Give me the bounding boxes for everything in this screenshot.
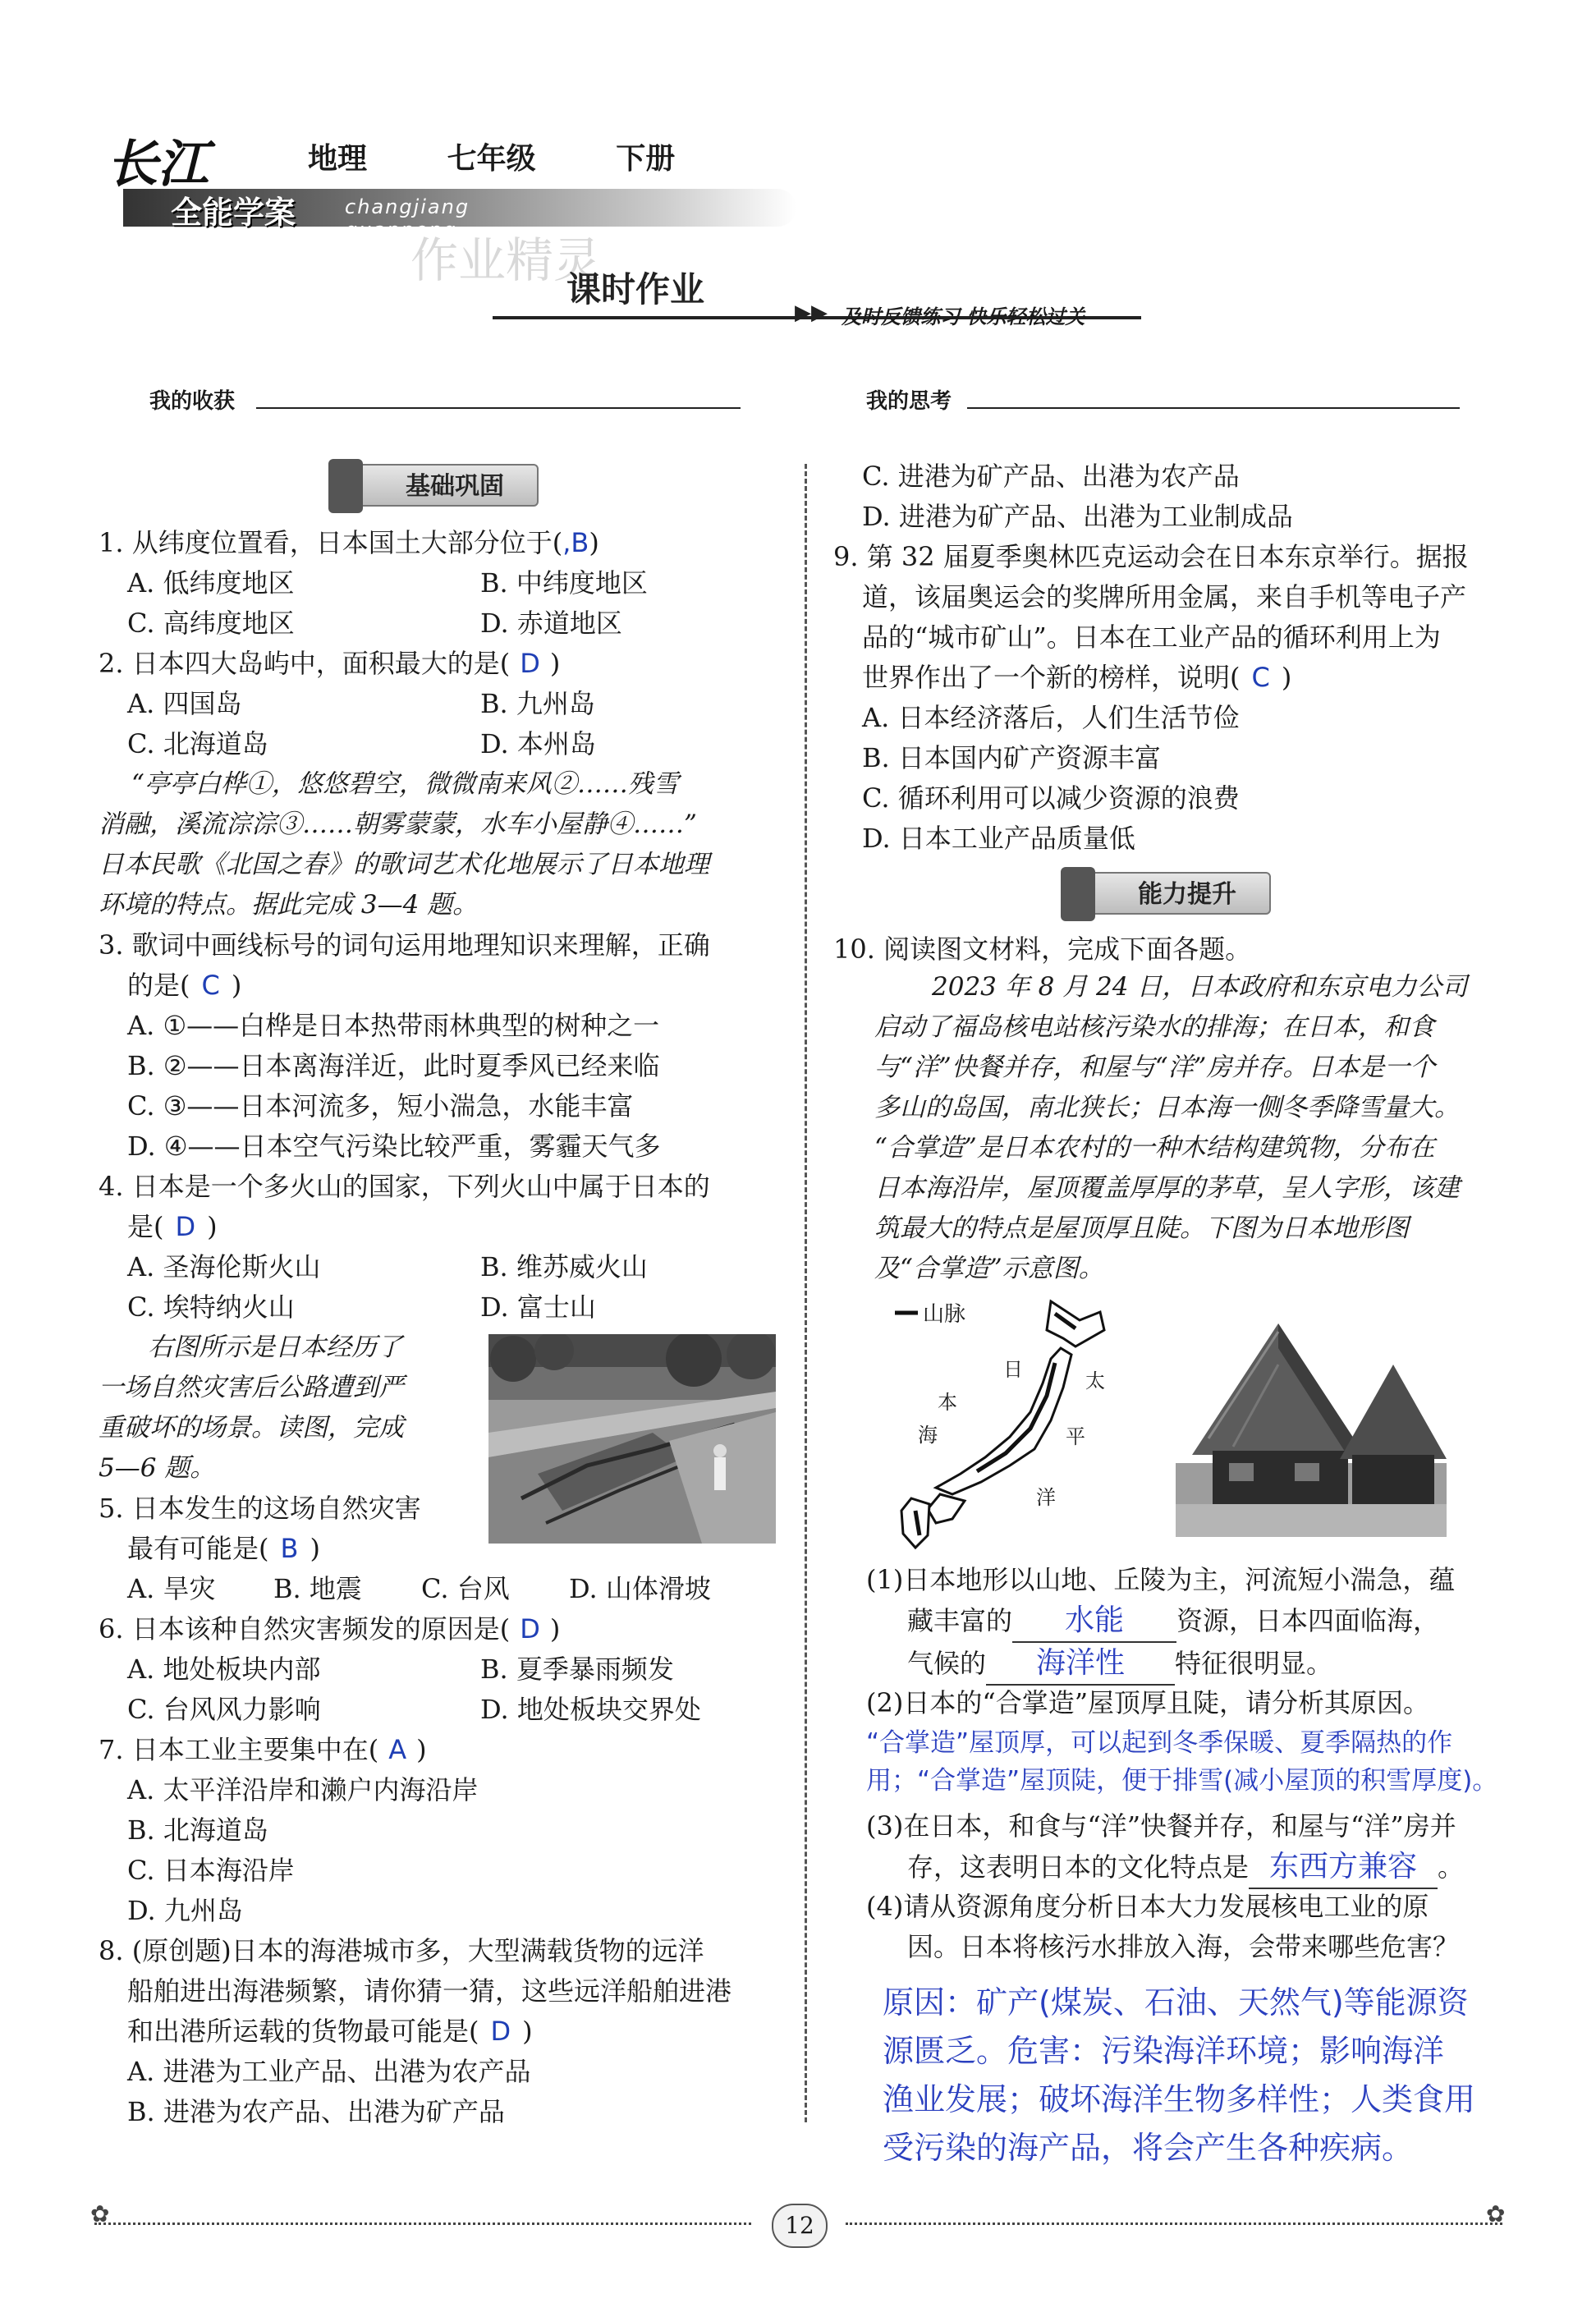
option-c: C. 台风 bbox=[421, 1573, 510, 1604]
answer-4: D bbox=[175, 1211, 196, 1242]
map-label-ocean-3: 洋 bbox=[1036, 1486, 1056, 1509]
option-a: A. 四国岛 bbox=[127, 688, 242, 719]
subquestion-2: (2)日本的“合掌造”屋顶厚且陡，请分析其原因。 bbox=[866, 1687, 1430, 1718]
poem-material: “亭亭白桦①，悠悠碧空，微微南来风②……残雪 消融，溪流淙淙③……朝雾蒙蒙，水车小屋静④……” 日本民歌《北国之春》的歌词艺术化地展示了日本地理 环境的特点。据此完成 3—4 题。 bbox=[99, 769, 709, 920]
subquestion-3: (3)在日本，和食与“洋”快餐并存，和屋与“洋”房并 存，这表明日本的文化特点是 东西方兼容 。 bbox=[866, 1806, 1464, 1889]
option-c: C. 循环利用可以减少资源的浪费 bbox=[862, 782, 1240, 814]
section-basic: 基础巩固 bbox=[337, 464, 539, 507]
answer-10-1-a: 水能 bbox=[1065, 1603, 1125, 1637]
option-a: A. 地处板块内部 bbox=[127, 1654, 321, 1685]
question-4: 4. 日本是一个多火山的国家，下列火山中属于日本的 是( D ) A. 圣海伦斯火山 B. 维苏威火山 C. 埃特纳火山 D. 富士山 bbox=[99, 1167, 710, 1328]
map-legend: 山脉 bbox=[923, 1302, 966, 1327]
option-d: D. 九州岛 bbox=[127, 1895, 243, 1926]
answer-10-2: “合掌造”屋顶厚，可以起到冬季保暖、夏季隔热的作 用；“合掌造”屋顶陡，便于排雪(减小屋顶的积雪厚度)。 bbox=[866, 1728, 1498, 1796]
option-c: C. ③——日本河流多，短小湍急，水能丰富 bbox=[127, 1090, 634, 1122]
footer-ornament-left: ✿ bbox=[90, 2200, 110, 2227]
option-d: D. 地处板块交界处 bbox=[480, 1694, 701, 1725]
subject: 地理 bbox=[308, 142, 368, 176]
answer-7: A bbox=[388, 1734, 407, 1765]
question-3: 3. 歌词中画线标号的词句运用地理知识来理解，正确 的是( C ) A. ①——白桦是日本热带雨林典型的树种之一 B. ②——日本离海洋近，此时夏季风已经来临 C. ③——日本河流多，短小湍急，水能丰富 D. ④——日本空气污染比较严重，雾霾天气多 bbox=[99, 925, 710, 1167]
option-b: B. 进港为农产品、出港为矿产品 bbox=[127, 2096, 505, 2127]
banner-arrow-icon: ▶▶ bbox=[795, 300, 828, 325]
option-c: C. 埃特纳火山 bbox=[127, 1291, 295, 1323]
footer-rule-left bbox=[94, 2223, 751, 2225]
option-c: C. 台风风力影响 bbox=[127, 1694, 321, 1725]
answer-10-4: 原因：矿产(煤炭、石油、天然气)等能源资 源匮乏。危害：污染海洋环境；影响海洋 渔业发展；破坏海洋生物多样性；人类食用 受污染的海产品，将会产生各种疾病。 bbox=[883, 1984, 1476, 2166]
answer-10-1-b: 海洋性 bbox=[1036, 1646, 1126, 1680]
logo-title: 长江 bbox=[107, 134, 209, 194]
grade: 七年级 bbox=[447, 142, 536, 176]
option-a: A. 太平洋沿岸和濑户内海沿岸 bbox=[127, 1774, 479, 1805]
map-label-sea-2: 本 bbox=[938, 1391, 957, 1414]
footer-ornament-right: ✿ bbox=[1486, 2200, 1506, 2227]
question-1: 1. 从纬度位置看，日本国土大部分位于(,B) A. 低纬度地区 B. 中纬度地区 C. 高纬度地区 D. 赤道地区 bbox=[99, 523, 648, 644]
option-a: A. 进港为工业产品、出港为农产品 bbox=[127, 2056, 531, 2087]
option-d: D. 进港为矿产品、出港为工业制成品 bbox=[862, 501, 1293, 532]
answer-1: ,B bbox=[562, 527, 589, 558]
page-number: 12 bbox=[772, 2204, 828, 2248]
question-6: 6. 日本该种自然灾害频发的原因是( D ) A. 地处板块内部 B. 夏季暴雨频发 C. 台风风力影响 D. 地处板块交界处 bbox=[99, 1609, 701, 1730]
gassho-house-photo bbox=[1176, 1315, 1447, 1537]
option-c: C. 进港为矿产品、出港为农产品 bbox=[862, 461, 1240, 492]
slogan: 及时反馈练习 快乐轻松过关 bbox=[842, 305, 1085, 328]
photo-intro: 右图所示是日本经历了 一场自然灾害后公路遭到严 重破坏的场景。读图，完成 5—6 题。 bbox=[99, 1333, 404, 1483]
option-a: A. 圣海伦斯火山 bbox=[127, 1251, 321, 1282]
gain-line[interactable] bbox=[256, 407, 741, 409]
question-2: 2. 日本四大岛屿中，面积最大的是( D ) A. 四国岛 B. 九州岛 C. 北海道岛 D. 本州岛 bbox=[99, 644, 596, 764]
volume: 下册 bbox=[616, 142, 676, 176]
gain-label: 我的收获 bbox=[149, 389, 236, 414]
option-d: D. 富士山 bbox=[480, 1291, 596, 1323]
answer-9: C bbox=[1251, 662, 1270, 693]
option-a: A. 日本经济落后，人们生活节俭 bbox=[862, 702, 1240, 733]
option-d: D. 日本工业产品质量低 bbox=[862, 823, 1135, 854]
option-b: B. ②——日本离海洋近，此时夏季风已经来临 bbox=[127, 1050, 660, 1081]
question-5: 5. 日本发生的这场自然灾害 最有可能是( B ) A. 旱灾 B. 地震 C. 台风 D. 山体滑坡 bbox=[99, 1489, 711, 1609]
answer-2: D bbox=[520, 648, 540, 679]
subquestion-4: (4)请从资源角度分析日本大力发展核电工业的原 因。日本将核污水排放入海，会带来哪些危害？ bbox=[866, 1891, 1460, 1962]
think-line[interactable] bbox=[967, 407, 1460, 409]
notebook-icon bbox=[328, 459, 363, 513]
option-c: C. 日本海沿岸 bbox=[127, 1855, 295, 1886]
option-c: C. 高纬度地区 bbox=[127, 608, 295, 639]
map-label-ocean-1: 太 bbox=[1085, 1369, 1105, 1392]
option-d: D. 赤道地区 bbox=[480, 608, 622, 639]
banner-title: 课时作业 bbox=[566, 269, 705, 310]
question-7: 7. 日本工业主要集中在( A ) A. 太平洋沿岸和濑户内海沿岸 B. 北海道岛 C. 日本海沿岸 D. 九州岛 bbox=[99, 1730, 478, 1931]
option-a: A. 低纬度地区 bbox=[127, 567, 295, 599]
answer-6: D bbox=[520, 1613, 540, 1645]
watermark: 作业精灵 bbox=[410, 232, 602, 288]
option-b: B. 九州岛 bbox=[480, 688, 595, 719]
map-label-sea-3: 海 bbox=[918, 1424, 938, 1447]
logo-pinyin: changjiang quanneng xuean bbox=[345, 195, 470, 264]
question-10-stem: 10. 阅读图文材料，完成下面各题。 bbox=[833, 934, 1252, 965]
option-b: B. 日本国内矿产资源丰富 bbox=[862, 742, 1161, 773]
map-label-ocean-2: 平 bbox=[1066, 1425, 1085, 1448]
option-a: A. ①——白桦是日本热带雨林典型的树种之一 bbox=[127, 1010, 660, 1041]
subquestion-1: (1)日本地形以山地、丘陵为主，河流短小湍急，蕴 藏丰富的 水能 资源，日本四面临海， 气候的 海洋性 特征很明显。 bbox=[866, 1560, 1455, 1686]
logo-subtitle: 全能学案 bbox=[171, 195, 296, 231]
section-ability: 能力提升 bbox=[1069, 872, 1271, 915]
answer-5: B bbox=[280, 1533, 299, 1564]
option-c: C. 北海道岛 bbox=[127, 728, 268, 759]
question-10-material: 2023 年 8 月 24 日，日本政府和东京电力公司 启动了福岛核电站核污染水的排海；在日本，和食 与“洋”快餐并存，和屋与“洋”房并存。日本是一个 多山的岛国，南北狭长；日本海一侧冬季降雪量大。 “合掌造”是日本农村的一种木结构建筑物，分布在 日本海沿岸，屋顶覆盖厚厚的茅草，呈人字形，该建 筑最大的特点是屋顶厚且陡。下图为日本地形图 及“合掌造”示意图。 bbox=[874, 972, 1468, 1283]
question-8-continued bbox=[833, 456, 1293, 537]
option-b: B. 中纬度地区 bbox=[480, 567, 648, 599]
option-b: B. 地震 bbox=[273, 1573, 362, 1604]
think-label: 我的思考 bbox=[866, 389, 952, 414]
question-9: 9. 第 32 届夏季奥林匹克运动会在日本东京举行。据报 道，该届奥运会的奖牌所用金属，来自手机等电子产 品的“城市矿山”。日本在工业产品的循环利用上为 世界作出了一个新的榜样，说明( C ) A. 日本经济落后，人们生活节俭 B. 日本国内矿产资源丰富 C. 循环利用可以减少资源的浪费 D. 日本工业产品质量低 bbox=[833, 537, 1469, 859]
map-label-sea-1: 日 bbox=[1003, 1358, 1023, 1381]
footer-rule-right bbox=[846, 2223, 1502, 2225]
option-b: B. 北海道岛 bbox=[127, 1814, 268, 1846]
option-d: D. 本州岛 bbox=[480, 728, 596, 759]
option-a: A. 旱灾 bbox=[127, 1573, 216, 1604]
option-b: B. 维苏威火山 bbox=[480, 1251, 648, 1282]
subject-title bbox=[308, 135, 675, 177]
japan-terrain-map bbox=[878, 1297, 1125, 1560]
question-8: 8. (原创题)日本的海港城市多，大型满载货物的远洋 船舶进出海港频繁，请你猜一猜，这些远洋船舶进港 和出港所运载的货物最可能是( D ) A. 进港为工业产品、出港为农产品 B. 进港为农产品、出港为矿产品 bbox=[99, 1931, 732, 2132]
answer-8: D bbox=[490, 2016, 511, 2047]
column-divider bbox=[805, 464, 807, 2122]
option-d: D. 山体滑坡 bbox=[569, 1573, 711, 1604]
answer-10-3: 东西方兼容 bbox=[1269, 1850, 1418, 1883]
option-b: B. 夏季暴雨频发 bbox=[480, 1654, 674, 1685]
clipboard-icon bbox=[1061, 867, 1095, 921]
answer-3: C bbox=[201, 970, 220, 1001]
option-d: D. ④——日本空气污染比较严重，雾霾天气多 bbox=[127, 1131, 661, 1162]
